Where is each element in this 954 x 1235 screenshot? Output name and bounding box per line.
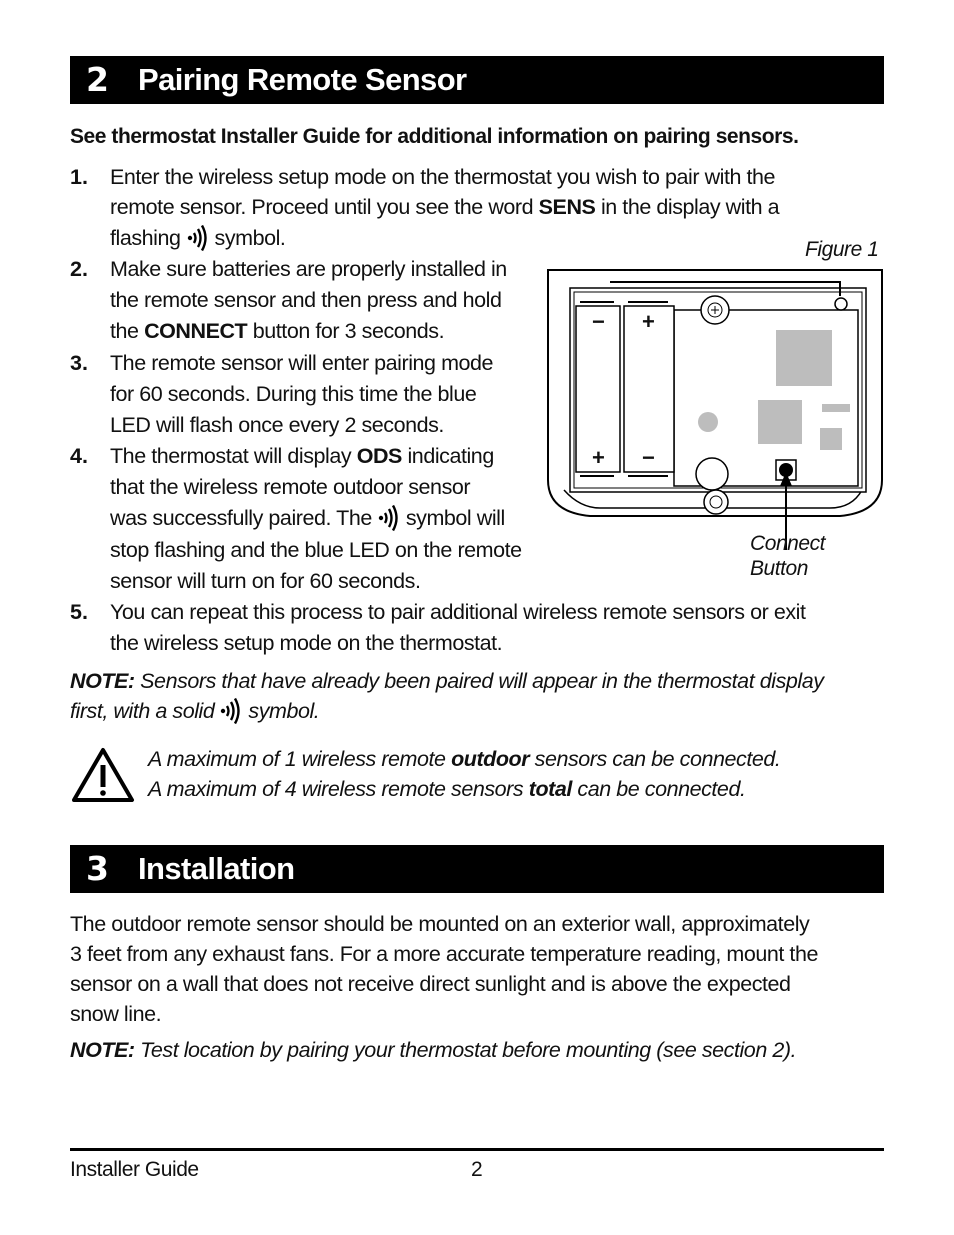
note-line-1: NOTE: Sensors that have already been paired will appear in the thermostat display	[70, 669, 824, 693]
footer-left: Installer Guide	[70, 1158, 199, 1181]
note-label: NOTE:	[70, 669, 135, 693]
section-title: Pairing Remote Sensor	[138, 62, 467, 97]
install-para-line-3: sensor on a wall that does not receive direct sunlight and is above the expected	[70, 972, 791, 996]
step-number: 2.	[70, 257, 88, 281]
step-3-line-3: LED will flash once every 2 seconds.	[110, 413, 444, 437]
step-5-line-1: You can repeat this process to pair additional wireless remote sensors or exit	[110, 600, 806, 624]
step-2-line-3: the CONNECT button for 3 seconds.	[110, 319, 445, 343]
connect-word: CONNECT	[144, 319, 248, 343]
section-3-header	[70, 845, 884, 893]
step-4-line-2: that the wireless remote outdoor sensor	[110, 475, 471, 499]
step-2-line-2: the remote sensor and then press and hold	[110, 288, 502, 312]
install-note: NOTE: Test location by pairing your thermostat before mounting (see section 2).	[70, 1038, 797, 1062]
total-word: total	[528, 777, 572, 801]
section-2-header	[70, 56, 884, 104]
page-number: 2	[471, 1158, 483, 1181]
install-para-line-1: The outdoor remote sensor should be mounted on an exterior wall, approximately	[70, 912, 810, 936]
step-number: 5.	[70, 600, 88, 624]
step-number: 4.	[70, 444, 88, 468]
step-number: 3.	[70, 351, 88, 375]
step-1-line-3: flashing symbol.	[110, 226, 286, 250]
step-4-line-5: sensor will turn on for 60 seconds.	[110, 569, 421, 593]
step-2-line-1: Make sure batteries are properly installed in	[110, 257, 507, 281]
step-number: 1.	[70, 165, 88, 189]
install-para-line-2: 3 feet from any exhaust fans. For a more accurate temperature reading, mount the	[70, 942, 818, 966]
step-1-line-2: remote sensor. Proceed until you see the word SENS in the display with a	[110, 195, 780, 219]
footer-divider	[70, 1148, 884, 1151]
sens-word: SENS	[538, 195, 596, 219]
callout-connect: Connect	[750, 532, 826, 555]
step-4-line-3: was successfully paired. The symbol will	[110, 506, 505, 530]
step-3-line-1: The remote sensor will enter pairing mode	[110, 351, 494, 375]
wireless-signal-icon	[185, 224, 211, 252]
wireless-signal-icon	[218, 697, 244, 725]
intro-text: See thermostat Installer Guide for additional information on pairing sensors.	[70, 125, 799, 148]
install-para-line-4: snow line.	[70, 1002, 162, 1026]
step-3-line-2: for 60 seconds. During this time the blue	[110, 382, 477, 406]
callout-button: Button	[750, 557, 809, 580]
wireless-signal-icon	[376, 504, 402, 532]
warning-triangle-icon	[70, 745, 136, 805]
section-number: 2	[86, 60, 109, 99]
figure-caption: Figure 1	[805, 238, 879, 261]
step-1-line-1: Enter the wireless setup mode on the thermostat you wish to pair with the	[110, 165, 776, 189]
section-title: Installation	[138, 851, 295, 886]
battery-2-plus: +	[642, 309, 655, 334]
note-label: NOTE:	[70, 1038, 135, 1062]
section-number: 3	[86, 849, 109, 888]
battery-2-minus: −	[642, 445, 655, 470]
battery-1-plus: +	[592, 445, 605, 470]
warning-line-2: A maximum of 4 wireless remote sensors total can be connected.	[148, 777, 746, 801]
figure-1	[540, 238, 890, 592]
ods-word: ODS	[356, 444, 402, 468]
outdoor-word: outdoor	[451, 747, 530, 771]
step-5-line-2: the wireless setup mode on the thermostat.	[110, 631, 503, 655]
battery-1-minus: −	[592, 309, 605, 334]
step-4-line-4: stop flashing and the blue LED on the remote	[110, 538, 522, 562]
step-4-line-1: The thermostat will display ODS indicating	[110, 444, 494, 468]
note-line-2: first, with a solid symbol.	[70, 699, 320, 723]
warning-line-1: A maximum of 1 wireless remote outdoor sensors can be connected.	[148, 747, 781, 771]
